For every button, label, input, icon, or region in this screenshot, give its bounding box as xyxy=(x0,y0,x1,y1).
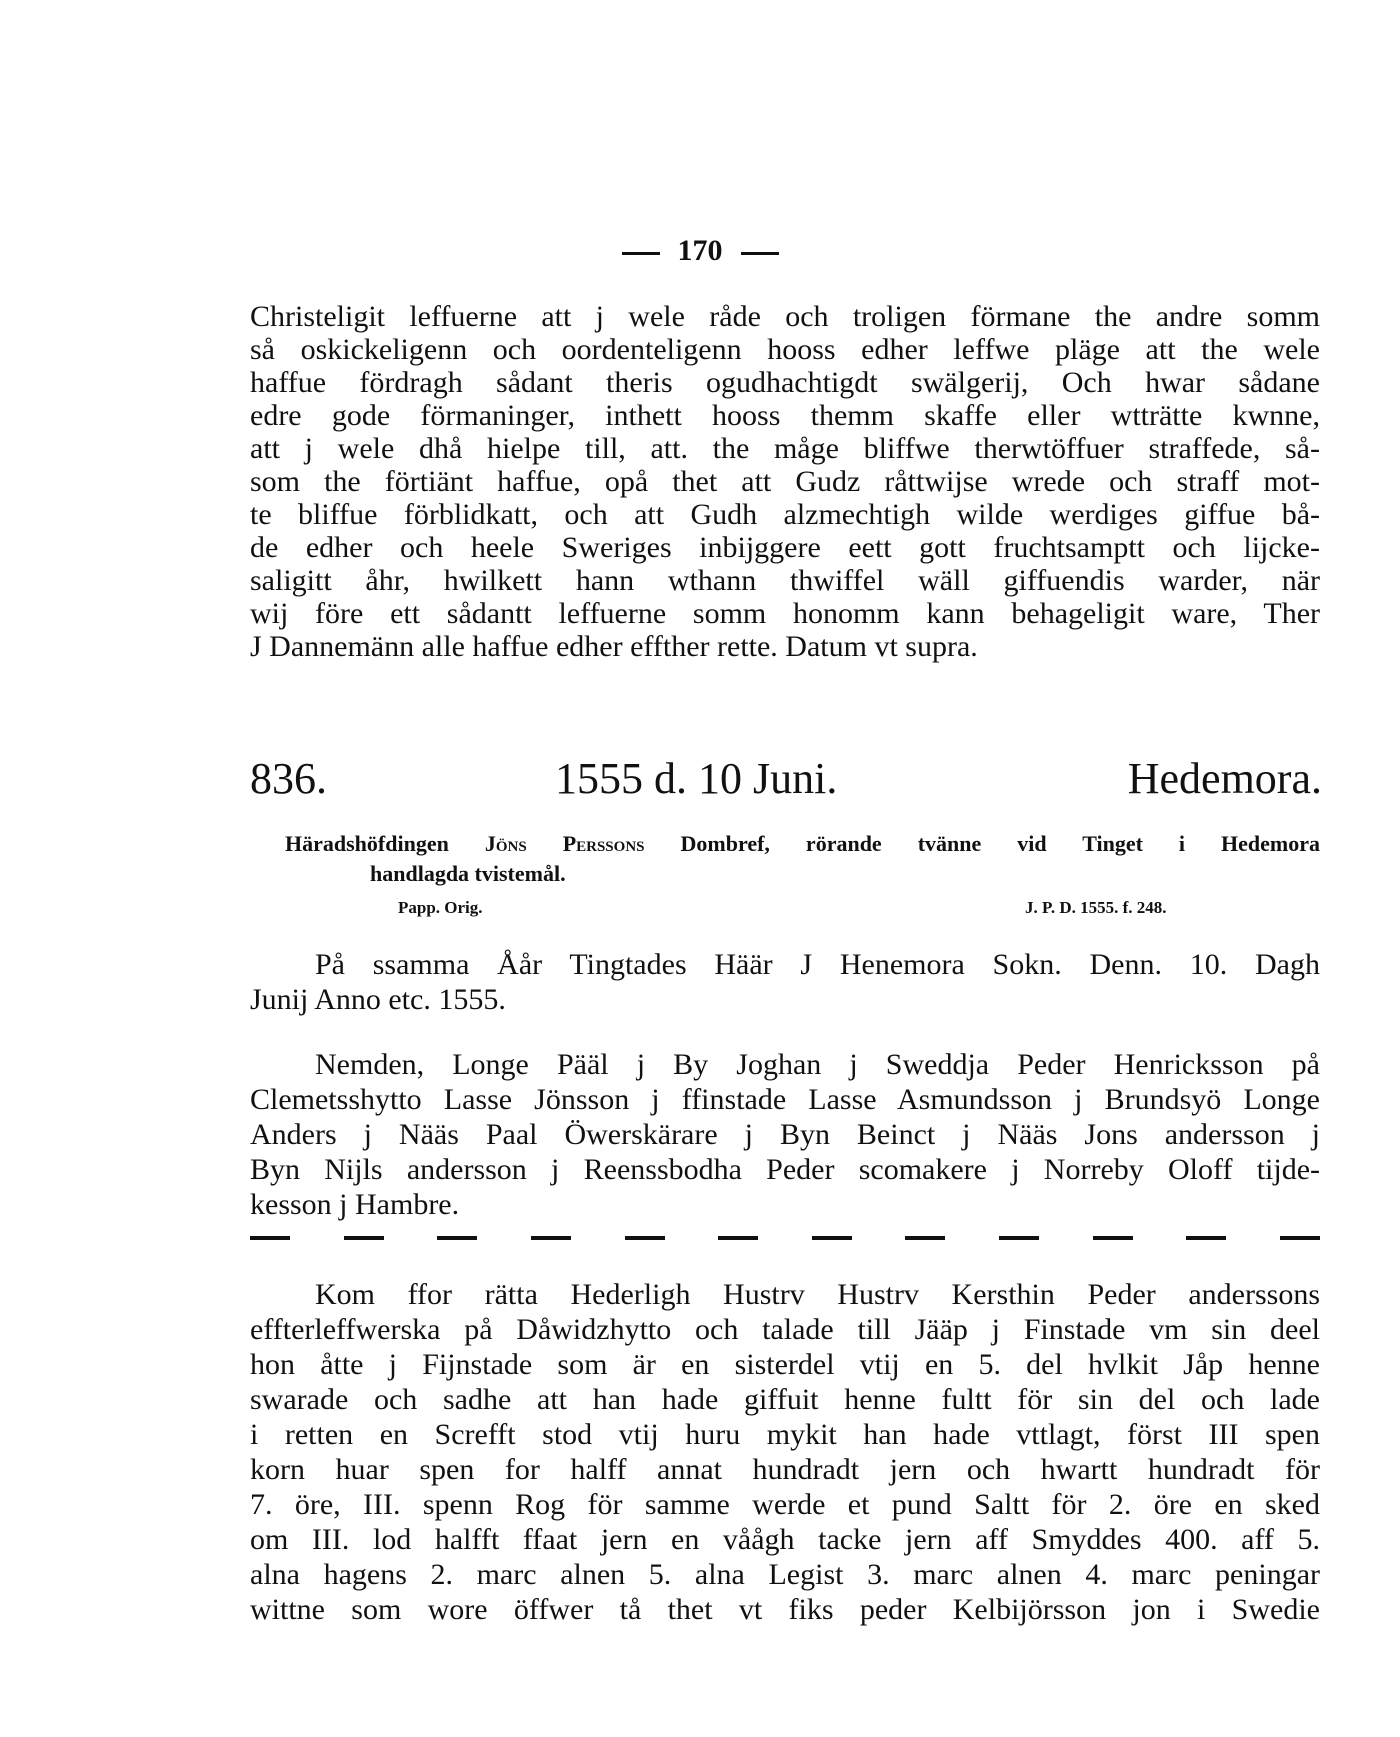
separator-dash xyxy=(344,1236,384,1240)
paragraph-line: På ssamma Åår Tingtades Häär J Henemora Sokn. Denn. 10. Dagh xyxy=(315,948,1320,981)
separator-dash xyxy=(1280,1236,1320,1240)
paragraph-line: swarade och sadhe att han hade giffuit henne fultt för sin del och lade xyxy=(250,1383,1320,1416)
paragraph-line: alna hagens 2. marc alnen 5. alna Legist 3. marc alnen 4. marc peningar xyxy=(250,1558,1320,1591)
paragraph-line: korn huar spen for halff annat hundradt jern och hwartt hundradt för xyxy=(250,1453,1320,1486)
previous-letter-line: Christeligit leffuerne att j wele råde och troligen förmane the andre somm xyxy=(250,300,1320,333)
previous-letter-line: te bliffue förblidkatt, och att Gudh alzmechtigh wilde werdiges giffue bå- xyxy=(250,498,1320,531)
previous-letter-line: att j wele dhå hielpe till, att. the måge bliffwe therwtöffuer straffede, så- xyxy=(250,432,1320,465)
entry-number: 836. xyxy=(250,754,327,803)
page-number-dash-left xyxy=(622,252,660,255)
paragraph-line: effterleffwerska på Dåwidzhytto och talade till Jääp j Finstade vm sin deel xyxy=(250,1313,1320,1346)
dashed-separator xyxy=(250,1236,1320,1242)
previous-letter-line: J Dannemänn alle haffue edher effther rette. Datum vt supra. xyxy=(250,630,978,663)
paragraph-line: 7. öre, III. spenn Rog för samme werde et pund Saltt för 2. öre en sked xyxy=(250,1488,1320,1521)
separator-dash xyxy=(437,1236,477,1240)
previous-letter-line: wij före ett sådantt leffuerne somm honomm kann behageligit ware, Ther xyxy=(250,597,1320,630)
previous-letter-line: de edher och heele Sweriges inbijggere eett gott fruchtsamptt och lijcke- xyxy=(250,531,1320,564)
paragraph-line: Anders j Nääs Paal Öwerskärare j Byn Beinct j Nääs Jons andersson j xyxy=(250,1118,1320,1151)
previous-letter-line: haffue fördragh sådant theris ogudhachtigdt swälgerij, Och hwar sådane xyxy=(250,366,1320,399)
separator-dash xyxy=(718,1236,758,1240)
paragraph-line: om III. lod halfft ffaat jern en våågh tacke jern aff Smyddes 400. aff 5. xyxy=(250,1523,1320,1556)
previous-letter-line: edre gode förmaninger, inthett hooss themm skaffe eller wtträtte kwnne, xyxy=(250,399,1320,432)
summary-prefix: Häradshöfdingen xyxy=(285,831,449,856)
source-reference: J. P. D. 1555. f. 248. xyxy=(1025,898,1167,917)
source-material: Papp. Orig. xyxy=(398,898,483,917)
separator-dash xyxy=(531,1236,571,1240)
separator-dash xyxy=(625,1236,665,1240)
paragraph-line: i retten en Screfft stod vtij huru mykit han hade vttlagt, först III spen xyxy=(250,1418,1320,1451)
entry-place: Hedemora. xyxy=(1127,754,1322,803)
entry-date: 1555 d. 10 Juni. xyxy=(555,754,838,803)
page-number xyxy=(0,234,1400,268)
paragraph-line: kesson j Hambre. xyxy=(250,1188,460,1221)
paragraph-line: hon åtte j Fijnstade som är en sisterdel vtij en 5. del hvlkit Jåp henne xyxy=(250,1348,1320,1381)
separator-dash xyxy=(1186,1236,1226,1240)
paragraph-line: Clemetsshytto Lasse Jönsson j ffinstade Lasse Asmundsson j Brundsyö Longe xyxy=(250,1083,1320,1116)
page-number-dash-right xyxy=(741,252,779,255)
entry-heading xyxy=(250,753,1322,803)
separator-dash xyxy=(905,1236,945,1240)
previous-letter-line: saligitt åhr, hwilkett hann wthann thwiffel wäll giffuendis warder, när xyxy=(250,564,1320,597)
entry-summary-line-1 xyxy=(285,830,1320,858)
paragraph-line: wittne som wore öffwer tå thet vt fiks peder Kelbijörsson jon i Swedie xyxy=(250,1593,1320,1626)
previous-letter-line: som the förtiänt haffue, opå thet att Gudz råttwijse wrede och straff mot- xyxy=(250,465,1320,498)
paragraph-line: Nemden, Longe Pääl j By Joghan j Sweddja Peder Henricksson på xyxy=(315,1048,1320,1081)
separator-dash xyxy=(999,1236,1039,1240)
paragraph-line: Junij Anno etc. 1555. xyxy=(250,983,506,1016)
paragraph-line: Kom ffor rätta Hederligh Hustrv Hustrv Kersthin Peder anderssons xyxy=(315,1278,1320,1311)
separator-dash xyxy=(812,1236,852,1240)
summary-rest: Dombref, rörande tvänne vid Tinget i Hedemora xyxy=(680,831,1321,856)
separator-dash xyxy=(250,1236,290,1240)
page-number-value: 170 xyxy=(677,234,723,267)
separator-dash xyxy=(1093,1236,1133,1240)
paragraph-line: Byn Nijls andersson j Reenssbodha Peder scomakere j Norreby Oloff tijde- xyxy=(250,1153,1320,1186)
summary-person: Jöns Perssons xyxy=(484,831,645,856)
entry-summary-line-2: handlagda tvistemål. xyxy=(370,861,566,886)
previous-letter-line: så oskickeligenn och oordenteligenn hooss edher leffwe pläge att the wele xyxy=(250,333,1320,366)
